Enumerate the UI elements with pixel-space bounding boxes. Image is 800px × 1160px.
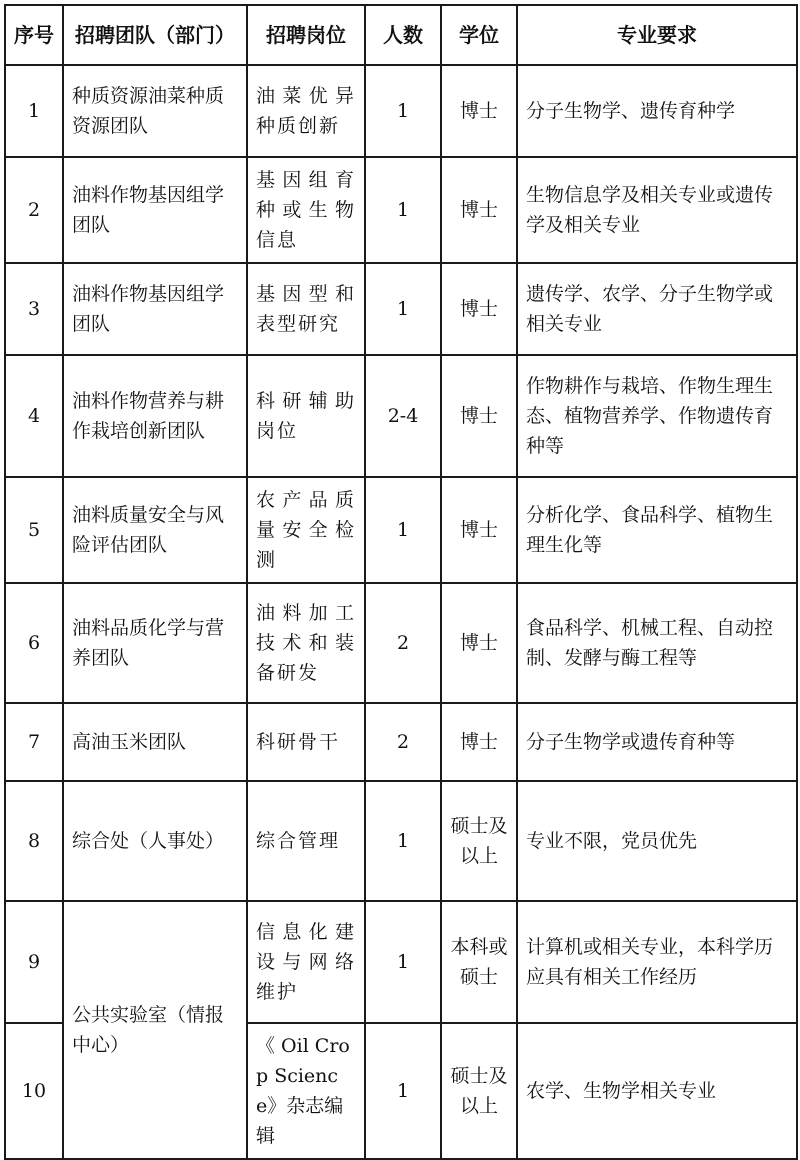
cell-headcount: 2 bbox=[365, 703, 441, 781]
cell-major-requirement: 专业不限，党员优先 bbox=[517, 781, 797, 901]
cell-position: 科研骨干 bbox=[247, 703, 365, 781]
cell-team: 油料品质化学与营养团队 bbox=[63, 583, 247, 703]
cell-headcount: 1 bbox=[365, 477, 441, 583]
cell-serial-number: 2 bbox=[5, 157, 63, 263]
cell-degree: 博士 bbox=[441, 263, 517, 355]
table-row bbox=[5, 583, 797, 703]
cell-headcount: 1 bbox=[365, 157, 441, 263]
cell-major-requirement: 计算机或相关专业，本科学历应具有相关工作经历 bbox=[517, 901, 797, 1023]
table-row bbox=[5, 477, 797, 583]
cell-serial-number: 3 bbox=[5, 263, 63, 355]
cell-serial-number: 4 bbox=[5, 355, 63, 477]
cell-degree: 博士 bbox=[441, 355, 517, 477]
cell-position: 油菜优异种质创新 bbox=[247, 65, 365, 157]
cell-team-merged: 公共实验室（情报中心） bbox=[63, 901, 247, 1159]
cell-degree: 博士 bbox=[441, 703, 517, 781]
cell-position: 基因型和表型研究 bbox=[247, 263, 365, 355]
cell-major-requirement: 分子生物学、遗传育种学 bbox=[517, 65, 797, 157]
table-row bbox=[5, 901, 797, 1023]
cell-serial-number: 9 bbox=[5, 901, 63, 1023]
cell-team: 油料质量安全与风险评估团队 bbox=[63, 477, 247, 583]
cell-degree: 硕士及以上 bbox=[441, 1023, 517, 1159]
cell-headcount: 2 bbox=[365, 583, 441, 703]
cell-major-requirement: 分子生物学或遗传育种等 bbox=[517, 703, 797, 781]
cell-team: 油料作物基因组学团队 bbox=[63, 157, 247, 263]
cell-serial-number: 5 bbox=[5, 477, 63, 583]
cell-serial-number: 6 bbox=[5, 583, 63, 703]
cell-position: 《 Oil Crop Science》杂志编辑 bbox=[247, 1023, 365, 1159]
table-row bbox=[5, 65, 797, 157]
table-row bbox=[5, 157, 797, 263]
header-serial-number: 序号 bbox=[5, 5, 63, 65]
header-headcount: 人数 bbox=[365, 5, 441, 65]
header-position: 招聘岗位 bbox=[247, 5, 365, 65]
cell-serial-number: 7 bbox=[5, 703, 63, 781]
cell-headcount: 1 bbox=[365, 65, 441, 157]
table-row bbox=[5, 263, 797, 355]
header-row bbox=[5, 5, 797, 65]
cell-headcount: 1 bbox=[365, 1023, 441, 1159]
cell-team: 高油玉米团队 bbox=[63, 703, 247, 781]
cell-major-requirement: 农学、生物学相关专业 bbox=[517, 1023, 797, 1159]
cell-major-requirement: 分析化学、食品科学、植物生理生化等 bbox=[517, 477, 797, 583]
cell-major-requirement: 遗传学、农学、分子生物学或相关专业 bbox=[517, 263, 797, 355]
cell-degree: 博士 bbox=[441, 65, 517, 157]
cell-position: 综合管理 bbox=[247, 781, 365, 901]
cell-team: 种质资源油菜种质资源团队 bbox=[63, 65, 247, 157]
cell-major-requirement: 作物耕作与栽培、作物生理生态、植物营养学、作物遗传育种等 bbox=[517, 355, 797, 477]
cell-degree: 博士 bbox=[441, 477, 517, 583]
cell-degree: 本科或硕士 bbox=[441, 901, 517, 1023]
header-team: 招聘团队（部门） bbox=[63, 5, 247, 65]
cell-degree: 硕士及以上 bbox=[441, 781, 517, 901]
cell-position: 基因组育种或生物信息 bbox=[247, 157, 365, 263]
cell-headcount: 1 bbox=[365, 263, 441, 355]
cell-serial-number: 1 bbox=[5, 65, 63, 157]
cell-position: 油料加工技术和装备研发 bbox=[247, 583, 365, 703]
cell-position: 农产品质量安全检测 bbox=[247, 477, 365, 583]
cell-major-requirement: 生物信息学及相关专业或遗传学及相关专业 bbox=[517, 157, 797, 263]
header-major-requirement: 专业要求 bbox=[517, 5, 797, 65]
cell-headcount: 1 bbox=[365, 781, 441, 901]
cell-team: 油料作物营养与耕作栽培创新团队 bbox=[63, 355, 247, 477]
table-row bbox=[5, 355, 797, 477]
cell-degree: 博士 bbox=[441, 157, 517, 263]
table-row bbox=[5, 781, 797, 901]
cell-serial-number: 10 bbox=[5, 1023, 63, 1159]
cell-headcount: 2-4 bbox=[365, 355, 441, 477]
cell-position: 科研辅助岗位 bbox=[247, 355, 365, 477]
header-degree: 学位 bbox=[441, 5, 517, 65]
cell-team: 综合处（人事处） bbox=[63, 781, 247, 901]
cell-team: 油料作物基因组学团队 bbox=[63, 263, 247, 355]
cell-position: 信息化建设与网络维护 bbox=[247, 901, 365, 1023]
recruitment-table bbox=[4, 4, 798, 1160]
table-row bbox=[5, 703, 797, 781]
cell-degree: 博士 bbox=[441, 583, 517, 703]
cell-major-requirement: 食品科学、机械工程、自动控制、发酵与酶工程等 bbox=[517, 583, 797, 703]
cell-serial-number: 8 bbox=[5, 781, 63, 901]
cell-headcount: 1 bbox=[365, 901, 441, 1023]
